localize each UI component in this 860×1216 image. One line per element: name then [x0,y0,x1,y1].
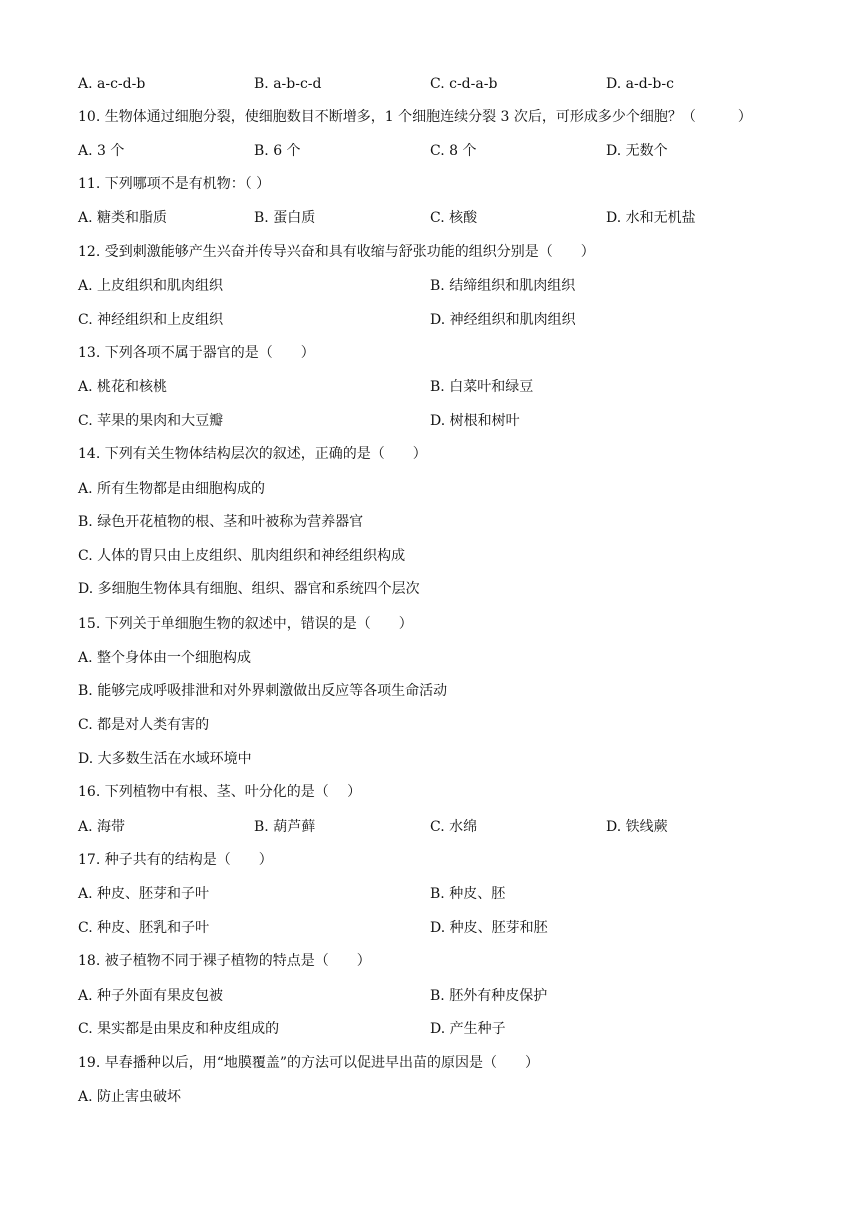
option-d: D. 产生种子 [430,1021,506,1037]
option-b: B. a-b-c-d [254,76,322,92]
option-a: A. 3 个 [78,143,125,159]
option-c: C. 水绵 [430,819,478,835]
option-b: B. 蛋白质 [254,210,316,226]
option-d: D. a-d-b-c [606,76,674,92]
question-16-options [78,817,798,837]
question-17-stem: 17. 种子共有的结构是（ ） [78,852,273,868]
option-d: D. 神经组织和肌肉组织 [430,312,576,328]
option-d: D. 大多数生活在水域环境中 [78,751,252,767]
option-c: C. 果实都是由果皮和种皮组成的 [78,1021,280,1037]
option-b: B. 胚外有种皮保护 [430,988,548,1004]
question-11-stem: 11. 下列哪项不是有机物：（ ） [78,176,271,192]
question-14-stem: 14. 下列有关生物体结构层次的叙述，正确的是（ ） [78,446,427,462]
question-18-stem: 18. 被子植物不同于裸子植物的特点是（ ） [78,953,371,969]
question-12-options-row1 [78,276,798,296]
option-b: B. 6 个 [254,143,301,159]
question-17-options-row2 [78,918,798,938]
question-13-stem: 13. 下列各项不属于器官的是（ ） [78,345,315,361]
option-d: D. 铁线蕨 [606,819,668,835]
question-19-stem: 19. 早春播种以后，用“地膜覆盖”的方法可以促进早出苗的原因是（ ） [78,1055,540,1071]
question-12-options-row2 [78,310,798,330]
question-17-options-row1 [78,884,798,904]
question-13-options-row2 [78,411,798,431]
question-16-stem: 16. 下列植物中有根、茎、叶分化的是（ ） [78,784,362,800]
question-13-options-row1 [78,377,798,397]
option-c: C. 苹果的果肉和大豆瓣 [78,413,224,429]
option-b: B. 绿色开花植物的根、茎和叶被称为营养器官 [78,514,364,530]
option-a: A. 整个身体由一个细胞构成 [78,650,252,666]
option-c: C. 都是对人类有害的 [78,717,210,733]
option-a: A. 防止害虫破坏 [78,1089,182,1105]
question-12-stem: 12. 受到刺激能够产生兴奋并传导兴奋和具有收缩与舒张功能的组织分别是（ ） [78,244,595,260]
option-d: D. 无数个 [606,143,668,159]
question-10-stem: 10. 生物体通过细胞分裂，使细胞数目不断增多，1 个细胞连续分裂 3 次后，可形成多少个细胞？（ ） [78,109,752,125]
option-b: B. 能够完成呼吸排泄和对外界刺激做出反应等各项生命活动 [78,683,448,699]
question-9-options [78,74,798,94]
question-18-options-row2 [78,1019,798,1039]
question-11-options [78,208,798,228]
option-a: A. 上皮组织和肌肉组织 [78,278,224,294]
option-b: B. 结缔组织和肌肉组织 [430,278,576,294]
option-b: B. 葫芦藓 [254,819,316,835]
option-c: C. 神经组织和上皮组织 [78,312,224,328]
question-15-stem: 15. 下列关于单细胞生物的叙述中，错误的是（ ） [78,616,413,632]
option-c: C. 种皮、胚乳和子叶 [78,920,210,936]
question-18-options-row1 [78,986,798,1006]
option-d: D. 多细胞生物体具有细胞、组织、器官和系统四个层次 [78,581,420,597]
option-c: C. 核酸 [430,210,478,226]
option-a: A. 种皮、胚芽和子叶 [78,886,210,902]
option-c: C. 8 个 [430,143,477,159]
option-d: D. 种皮、胚芽和胚 [430,920,548,936]
option-c: C. c-d-a-b [430,76,498,92]
option-a: A. a-c-d-b [78,76,146,92]
option-d: D. 树根和树叶 [430,413,520,429]
option-a: A. 种子外面有果皮包被 [78,988,224,1004]
option-d: D. 水和无机盐 [606,210,696,226]
option-a: A. 所有生物都是由细胞构成的 [78,481,266,497]
option-c: C. 人体的胃只由上皮组织、肌肉组织和神经组织构成 [78,548,406,564]
option-b: B. 白菜叶和绿豆 [430,379,534,395]
option-a: A. 糖类和脂质 [78,210,168,226]
option-a: A. 海带 [78,819,126,835]
question-10-options [78,141,798,161]
option-a: A. 桃花和核桃 [78,379,168,395]
option-b: B. 种皮、胚 [430,886,506,902]
